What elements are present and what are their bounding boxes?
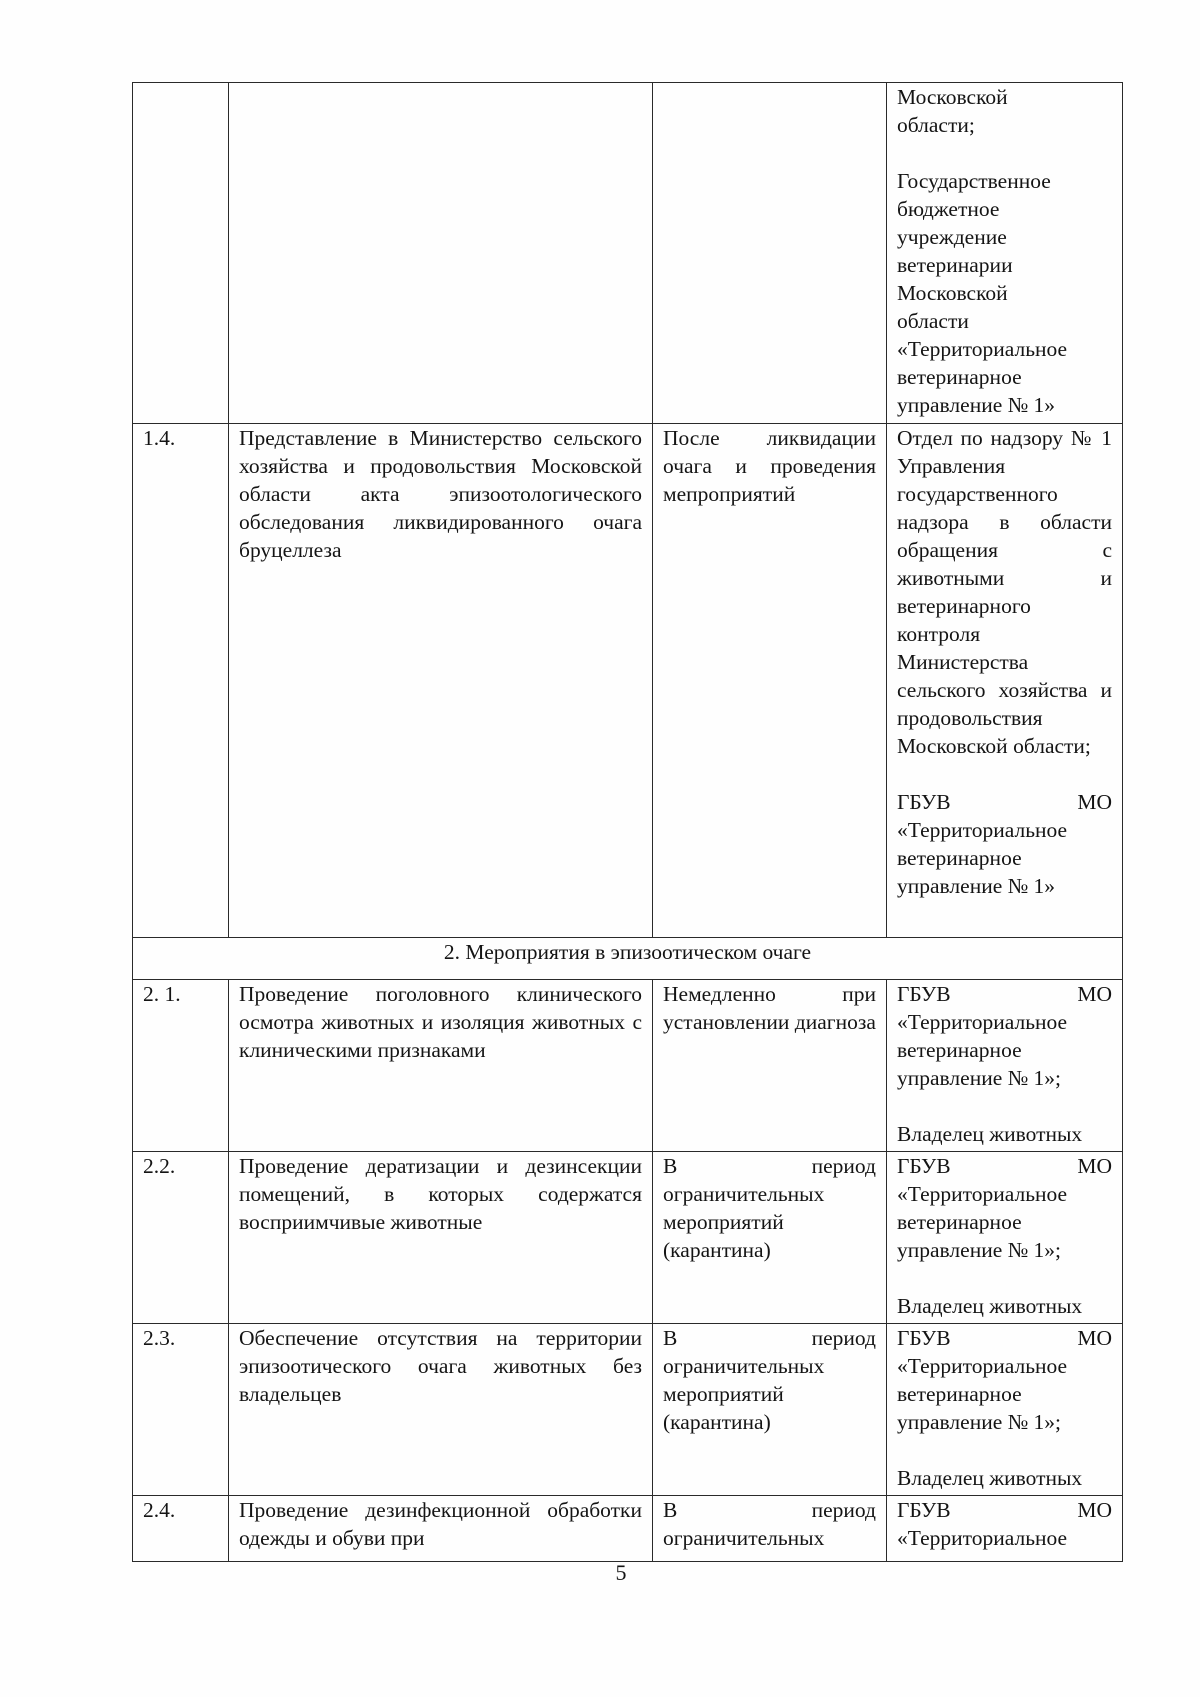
responsible-text: Московской области; (897, 85, 1008, 137)
cell-term: В период ограничительных мероприятий (карантина) (653, 1152, 887, 1324)
table-row-continuation (133, 83, 1123, 424)
cell-responsible (887, 1152, 1123, 1324)
responsible-text: ГБУВ МО «Территориальное ветеринарное управление № 1» (897, 790, 1112, 898)
cell-responsible (887, 980, 1123, 1152)
cell-term: В период ограничительных (653, 1496, 887, 1562)
page-number: 5 (615, 1560, 627, 1585)
cell-term (653, 83, 887, 424)
cell-action: Проведение дезинфекционной обработки одежды и обуви при (229, 1496, 653, 1562)
cell-action: Проведение дератизации и дезинсекции помещений, в которых содержатся восприимчивые животные (229, 1152, 653, 1324)
responsible-text: Владелец животных (897, 1294, 1083, 1318)
cell-number: 2.2. (133, 1152, 229, 1324)
cell-responsible (887, 1324, 1123, 1496)
responsible-text: ГБУВ МО «Территориальное ветеринарное управление № 1»; (897, 1326, 1112, 1434)
section-title: 2. Мероприятия в эпизоотическом очаге (133, 938, 1123, 980)
cell-responsible (887, 83, 1123, 424)
table-row-2-2 (133, 1152, 1123, 1324)
section-header-row (133, 938, 1123, 980)
cell-responsible (887, 424, 1123, 938)
table-row-2-4 (133, 1496, 1123, 1562)
cell-responsible: ГБУВ МО «Территориальное (887, 1496, 1123, 1562)
cell-term: В период ограничительных мероприятий (карантина) (653, 1324, 887, 1496)
responsible-text: ГБУВ МО «Территориальное ветеринарное управление № 1»; (897, 982, 1112, 1090)
measures-table (132, 82, 1123, 1562)
responsible-text: Государственное бюджетное учреждение ветеринарии Московской области «Территориальное ветеринарное управление № 1» (897, 169, 1068, 417)
cell-term: Немедленно при установлении диагноза (653, 980, 887, 1152)
responsible-text: Владелец животных (897, 1122, 1083, 1146)
responsible-text: Владелец животных (897, 1466, 1083, 1490)
table-row-2-3 (133, 1324, 1123, 1496)
responsible-text: ГБУВ МО «Территориальное ветеринарное управление № 1»; (897, 1154, 1112, 1262)
cell-number: 2. 1. (133, 980, 229, 1152)
cell-action: Проведение поголовного клинического осмотра животных и изоляция животных с клиническими признаками (229, 980, 653, 1152)
cell-action: Обеспечение отсутствия на территории эпизоотического очага животных без владельцев (229, 1324, 653, 1496)
cell-term: После ликвидации очага и проведения мепроприятий (653, 424, 887, 938)
responsible-text: Отдел по надзору № 1 Управления государственного надзора в области обращения с животными и ветеринарного контроля Министерства сельского хозяйства и продовольствия Московской области; (897, 426, 1112, 758)
cell-number: 2.4. (133, 1496, 229, 1562)
cell-action: Представление в Министерство сельского хозяйства и продовольствия Московской области акта эпизоотологического обследования ликвидированного очага бруцеллеза (229, 424, 653, 938)
cell-action (229, 83, 653, 424)
cell-number: 1.4. (133, 424, 229, 938)
table-row-2-1 (133, 980, 1123, 1152)
cell-number (133, 83, 229, 424)
table-row-1-4 (133, 424, 1123, 938)
cell-number: 2.3. (133, 1324, 229, 1496)
